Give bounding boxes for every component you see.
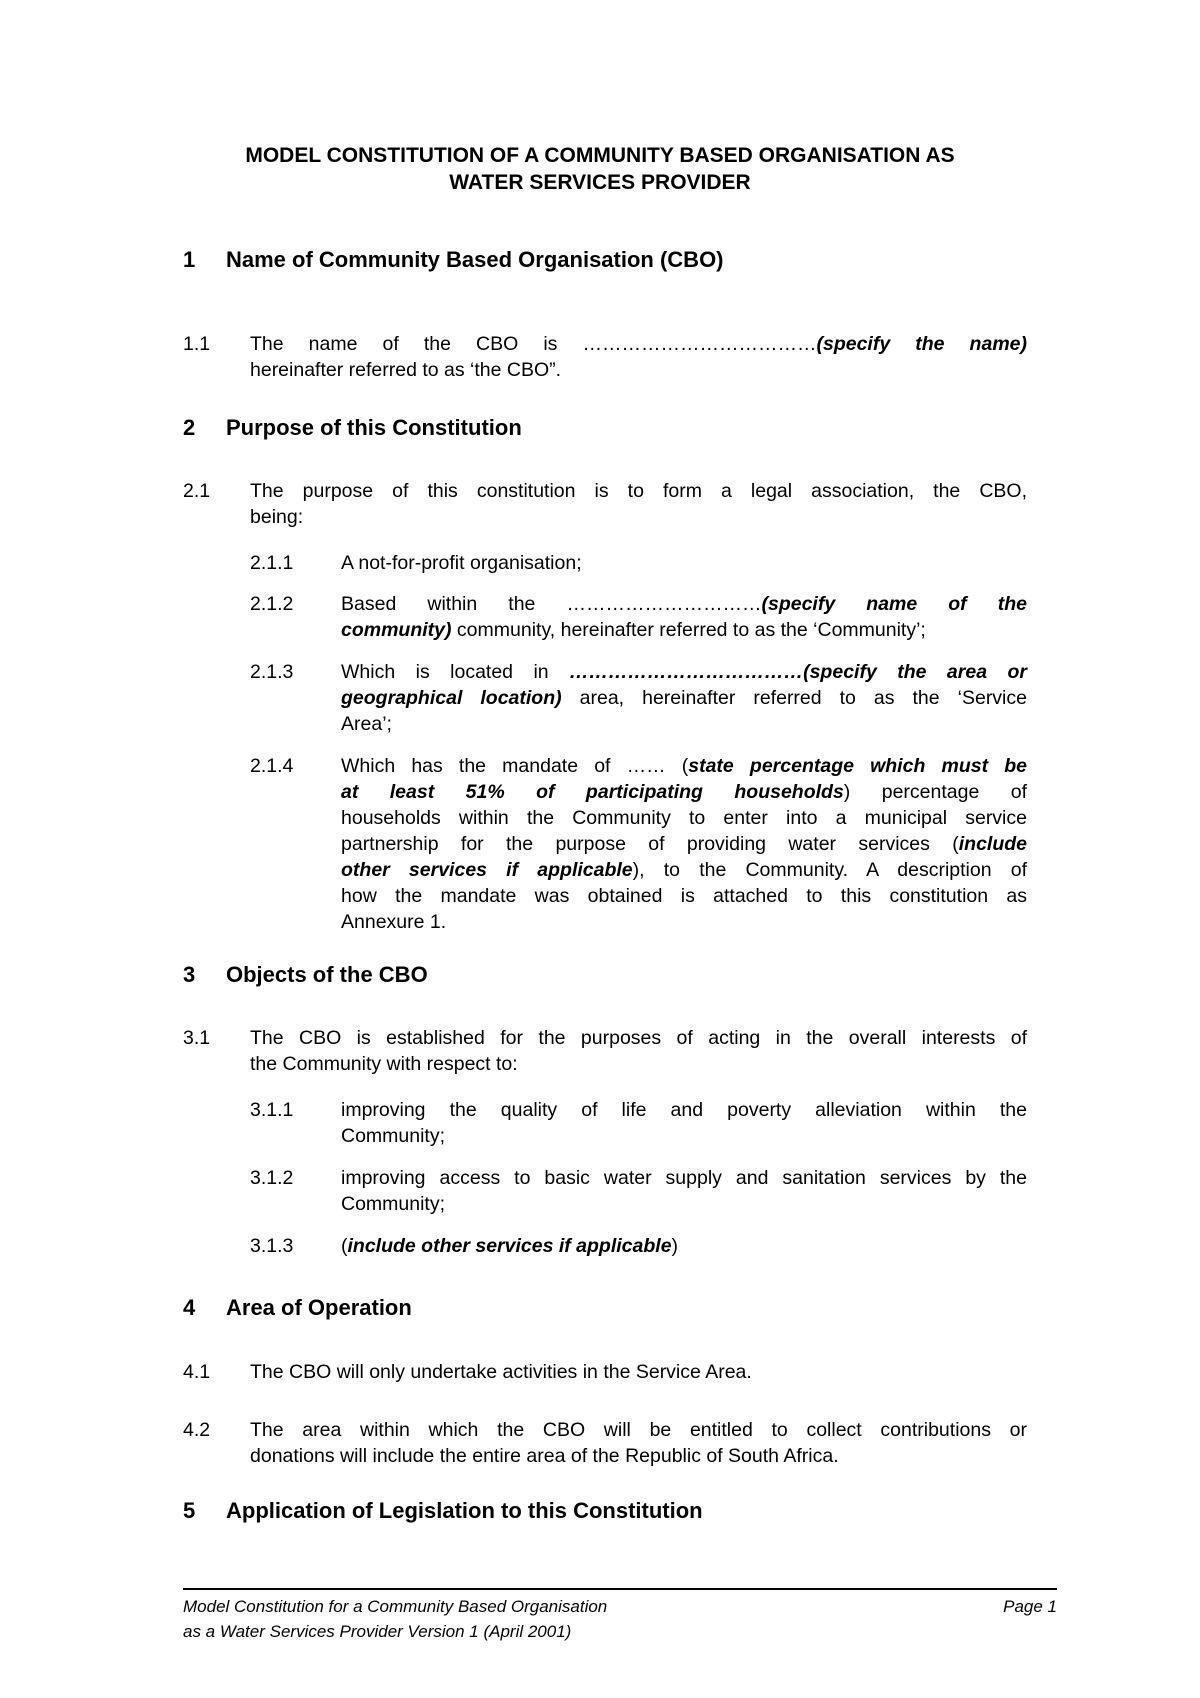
section-number: 3 <box>183 962 196 987</box>
clause-text <box>250 478 1027 530</box>
clause-emphasis: (specify the name) <box>816 333 1027 355</box>
clause-emphasis: community) <box>341 619 452 641</box>
clause-text-segment: ), to the Community. A description of <box>632 859 1028 881</box>
clause-number: 4.2 <box>183 1419 211 1441</box>
section-title: Application of Legislation to this Constitution <box>226 1498 703 1523</box>
clause-text-line: Community; <box>341 1193 446 1215</box>
clause-number: 2.1.3 <box>250 661 294 683</box>
clause-number: 2.1.1 <box>250 552 294 574</box>
clause-text <box>250 1417 1027 1469</box>
clause-number: 4.1 <box>183 1361 211 1383</box>
clause-text <box>341 753 1027 935</box>
clause-number: 1.1 <box>183 333 211 355</box>
clause-emphasis: state percentage which must be <box>688 755 1027 777</box>
clause-text <box>341 591 1027 643</box>
clause-number: 3.1.2 <box>250 1167 294 1189</box>
clause-text-line: A not-for-profit organisation; <box>341 552 582 574</box>
clause-text-segment: ) <box>671 1235 679 1257</box>
clause-text-segment: community, hereinafter referred to as the ‘Community’; <box>451 619 926 641</box>
footer-title-line-2: as a Water Services Provider Version 1 (April 2001) <box>183 1622 572 1641</box>
clause-text-line: being: <box>250 506 304 528</box>
clause-number: 3.1.1 <box>250 1099 294 1121</box>
clause-emphasis: other services if applicable <box>341 859 633 881</box>
clause-text-segment: Which is located in <box>341 661 570 683</box>
clause-text-line: hereinafter referred to as ‘the CBO”. <box>250 359 562 381</box>
clause-emphasis: geographical location) <box>341 687 562 709</box>
clause-text-segment: The name of the CBO is ……………………………… <box>250 333 817 355</box>
clause-text-segment: partnership for the purpose of providing water services ( <box>341 833 959 855</box>
section-number: 5 <box>183 1498 196 1523</box>
section-title: Purpose of this Constitution <box>226 415 522 440</box>
section-title: Objects of the CBO <box>226 962 428 987</box>
clause-number: 2.1 <box>183 480 211 502</box>
clause-text-segment: ( <box>341 1235 348 1257</box>
clause-text-line: households within the Community to enter into a municipal service <box>341 807 1027 829</box>
clause-text-segment: Based within the ………………………… <box>341 593 762 615</box>
clause-number: 2.1.2 <box>250 593 294 615</box>
clause-number: 3.1.3 <box>250 1235 294 1257</box>
document-title-line-1: MODEL CONSTITUTION OF A COMMUNITY BASED ORGANISATION AS <box>245 144 955 167</box>
clause-text-line: Annexure 1. <box>341 911 447 933</box>
clause-text-segment: Which has the mandate of …… ( <box>341 755 689 777</box>
clause-text-line: The CBO will only undertake activities in the Service Area. <box>250 1361 752 1383</box>
clause-number: 3.1 <box>183 1027 211 1049</box>
clause-text <box>341 550 1027 576</box>
clause-emphasis: include <box>958 833 1027 855</box>
clause-emphasis: (specify name of the <box>761 593 1027 615</box>
clause-emphasis: ………………………………(specify the area or <box>569 661 1027 683</box>
document-title <box>160 142 1040 196</box>
clause-text-line: Community; <box>341 1125 446 1147</box>
clause-text <box>250 1359 1027 1385</box>
clause-text <box>341 1165 1027 1217</box>
clause-text-segment: area, hereinafter referred to as the ‘Service <box>561 687 1027 709</box>
clause-emphasis: at least 51% of participating households <box>341 781 844 803</box>
clause-text-line: improving the quality of life and poverty alleviation within the <box>341 1099 1027 1121</box>
section-number: 4 <box>183 1295 196 1320</box>
clause-text-segment: ) percentage of <box>843 781 1027 803</box>
clause-text-line: improving access to basic water supply and sanitation services by the <box>341 1167 1027 1189</box>
clause-text-line: Area’; <box>341 713 392 735</box>
clause-text <box>250 1025 1027 1077</box>
footer-divider <box>183 1588 1057 1590</box>
clause-emphasis: include other services if applicable <box>347 1235 672 1257</box>
clause-text-line: The CBO is established for the purposes of acting in the overall interests of <box>250 1027 1027 1049</box>
clause-number: 2.1.4 <box>250 755 294 777</box>
section-number: 2 <box>183 415 196 440</box>
section-title: Area of Operation <box>226 1295 412 1320</box>
section-number: 1 <box>183 247 196 272</box>
document-title-line-2: WATER SERVICES PROVIDER <box>449 171 751 194</box>
clause-text-line: donations will include the entire area of the Republic of South Africa. <box>250 1445 839 1467</box>
clause-text-line: the Community with respect to: <box>250 1053 518 1075</box>
clause-text-line: The area within which the CBO will be entitled to collect contributions or <box>250 1419 1027 1441</box>
clause-text <box>250 331 1027 383</box>
clause-text-line: The purpose of this constitution is to form a legal association, the CBO, <box>250 480 1027 502</box>
footer-title-line-1: Model Constitution for a Community Based Organisation <box>183 1597 608 1616</box>
page-footer <box>183 1594 1057 1644</box>
clause-text <box>341 1097 1027 1149</box>
clause-text <box>341 1233 1027 1259</box>
clause-text <box>341 659 1027 737</box>
clause-text-line: how the mandate was obtained is attached to this constitution as <box>341 885 1027 907</box>
page-number: Page 1 <box>1003 1597 1057 1616</box>
section-title: Name of Community Based Organisation (CBO) <box>226 247 724 272</box>
